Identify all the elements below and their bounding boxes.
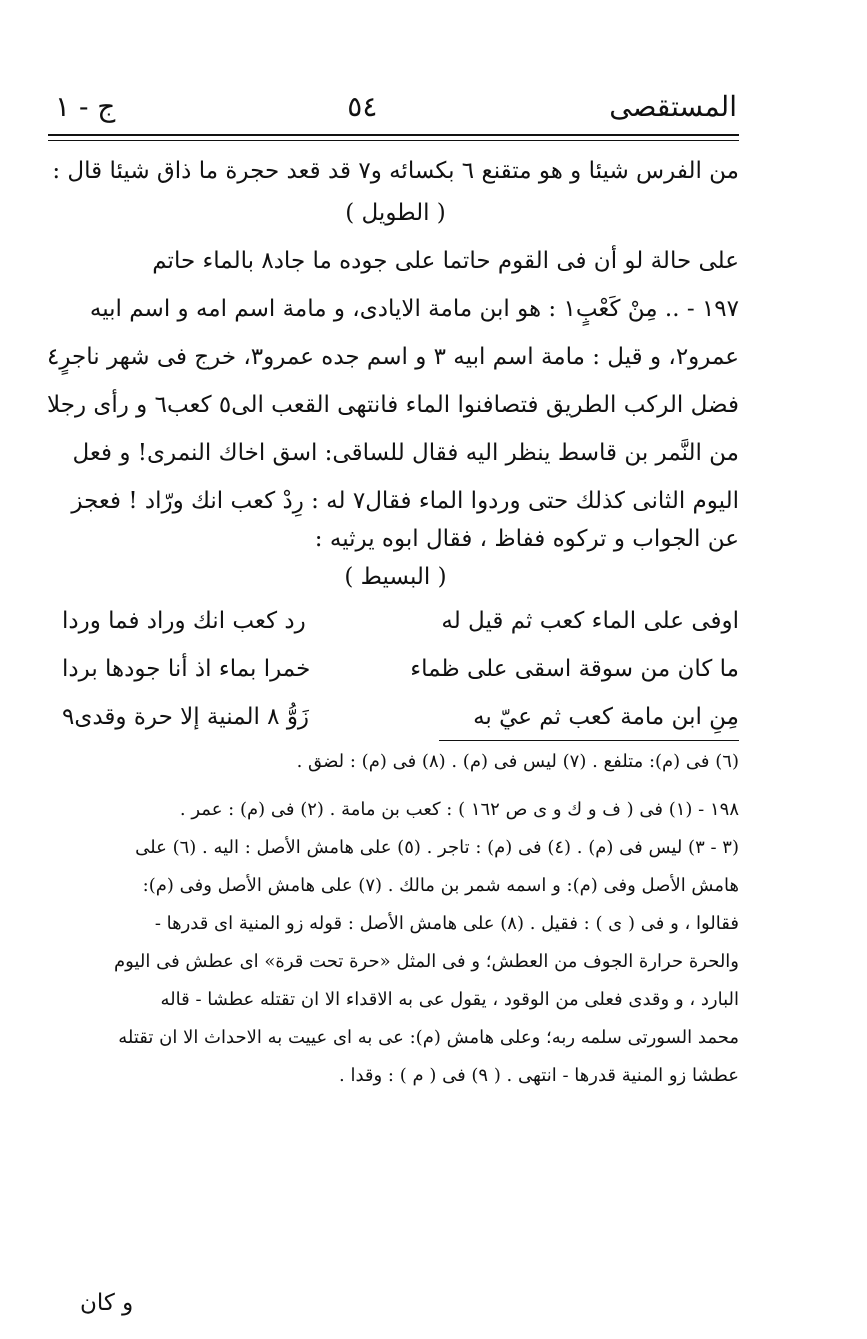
footnote-line: هامش الأصل وفى (م): و اسمه شمر بن مالك . (٧) على هامش الأصل وفى (م): [142, 875, 739, 896]
footnote-line: عطشا زو المنية قدرها - انتهى . ( ٩) فى ( م ) : وقدا . [339, 1065, 739, 1086]
header-rule [48, 134, 739, 136]
text-line: عن الجواب و تركوه ففاظ ، فقال ابوه يرثيه : [314, 526, 739, 552]
footnote-line: (٣ - ٣) ليس فى (م) . (٤) فى (م) : تاجر . (٥) على هامش الأصل : اليه . (٦) على [135, 837, 739, 858]
verse-hemistich-second: رد كعب انك وراد فما وردا [62, 608, 306, 634]
main-text [46, 148, 739, 1091]
footnote-entry-line: ١٩٨ - (١) فى ( ف و ك و ى ص ١٦٢ ) : كعب بن مامة . (٢) فى (م) : عمر . [179, 799, 739, 820]
text-line: فضل الركب الطريق فتصافنوا الماء فانتهى القعب الى٥ كعب٦ و رأى رجلا [47, 392, 739, 418]
meter-label: ( الطويل ) [345, 200, 446, 226]
verse [52, 702, 739, 732]
verse [52, 606, 739, 636]
verse-hemistich-second: زَوُّ ٨ المنية إلا حرة وقدى٩ [62, 704, 310, 730]
meter-label: ( البسيط ) [344, 564, 447, 590]
text-line: اليوم الثانى كذلك حتى وردوا الماء فقال٧ له : رِدْ كعب انك ورّاد ! فعجز [71, 488, 739, 514]
footnote-line: والحرة حرارة الجوف من العطش؛ و فى المثل «حرة تحت قرة» اى عطش فى اليوم [113, 951, 739, 972]
text-line: عمرو٢، و قيل : مامة اسم ابيه ٣ و اسم جده عمرو٣، خرج فى شهر ناجرٍ٤ [46, 344, 739, 370]
verse-hemistich-first: اوفى على الماء كعب ثم قيل له [441, 608, 739, 634]
text-line: من النَّمر بن قاسط ينظر اليه فقال للساقى: اسق اخاك النمرى! و فعل [72, 440, 739, 466]
text-line: من الفرس شيئا و هو متقنع ٦ بكسائه و٧ قد قعد حجرة ما ذاق شيئا قال : [52, 158, 739, 184]
verse-hemistich-second: خمرا بماء اذ أنا جودها بردا [62, 656, 311, 682]
verse [52, 654, 739, 684]
footnote-line: محمد السورتى سلمه ربه؛ وعلى هامش (م): عى به اى عييت به الاحداث الا ان تقتله [118, 1027, 739, 1048]
verse-line: على حالة لو أن فى القوم حاتما على جوده ما جاد٨ بالماء حاتم [152, 248, 739, 274]
running-header [55, 82, 737, 130]
footnote-line: البارد ، و وقدى فعلى من الوقود ، يقول عى به الاقداء الا ان تقتله عطشا - قاله [160, 989, 739, 1010]
footnote-line: فقالوا ، و فى ( ى ) : فقيل . (٨) على هامش الأصل : قوله زو المنية اى قدرها - [154, 913, 739, 934]
page-number: ٥٤ [347, 89, 378, 123]
book-title: المستقصى [609, 89, 737, 123]
header-rule-thin [48, 140, 739, 141]
verse-hemistich-first: مِنِ ابن مامة كعب ثم عيّ به [473, 704, 739, 730]
footnote-line: (٦) فى (م): متلفع . (٧) ليس فى (م) . (٨) فى (م) : لضق . [296, 751, 739, 772]
footnote-rule [439, 740, 739, 741]
verse-hemistich-first: ما كان من سوقة اسقى على ظماء [410, 656, 739, 682]
entry-line: ١٩٧ - .. مِنْ كَعْبٍ١ : هو ابن مامة الايادى، و مامة اسم امه و اسم ابيه [89, 296, 739, 322]
footnotes [52, 747, 739, 1091]
catchword: و كان [80, 1290, 134, 1316]
volume-label: ج - ١ [55, 89, 116, 123]
